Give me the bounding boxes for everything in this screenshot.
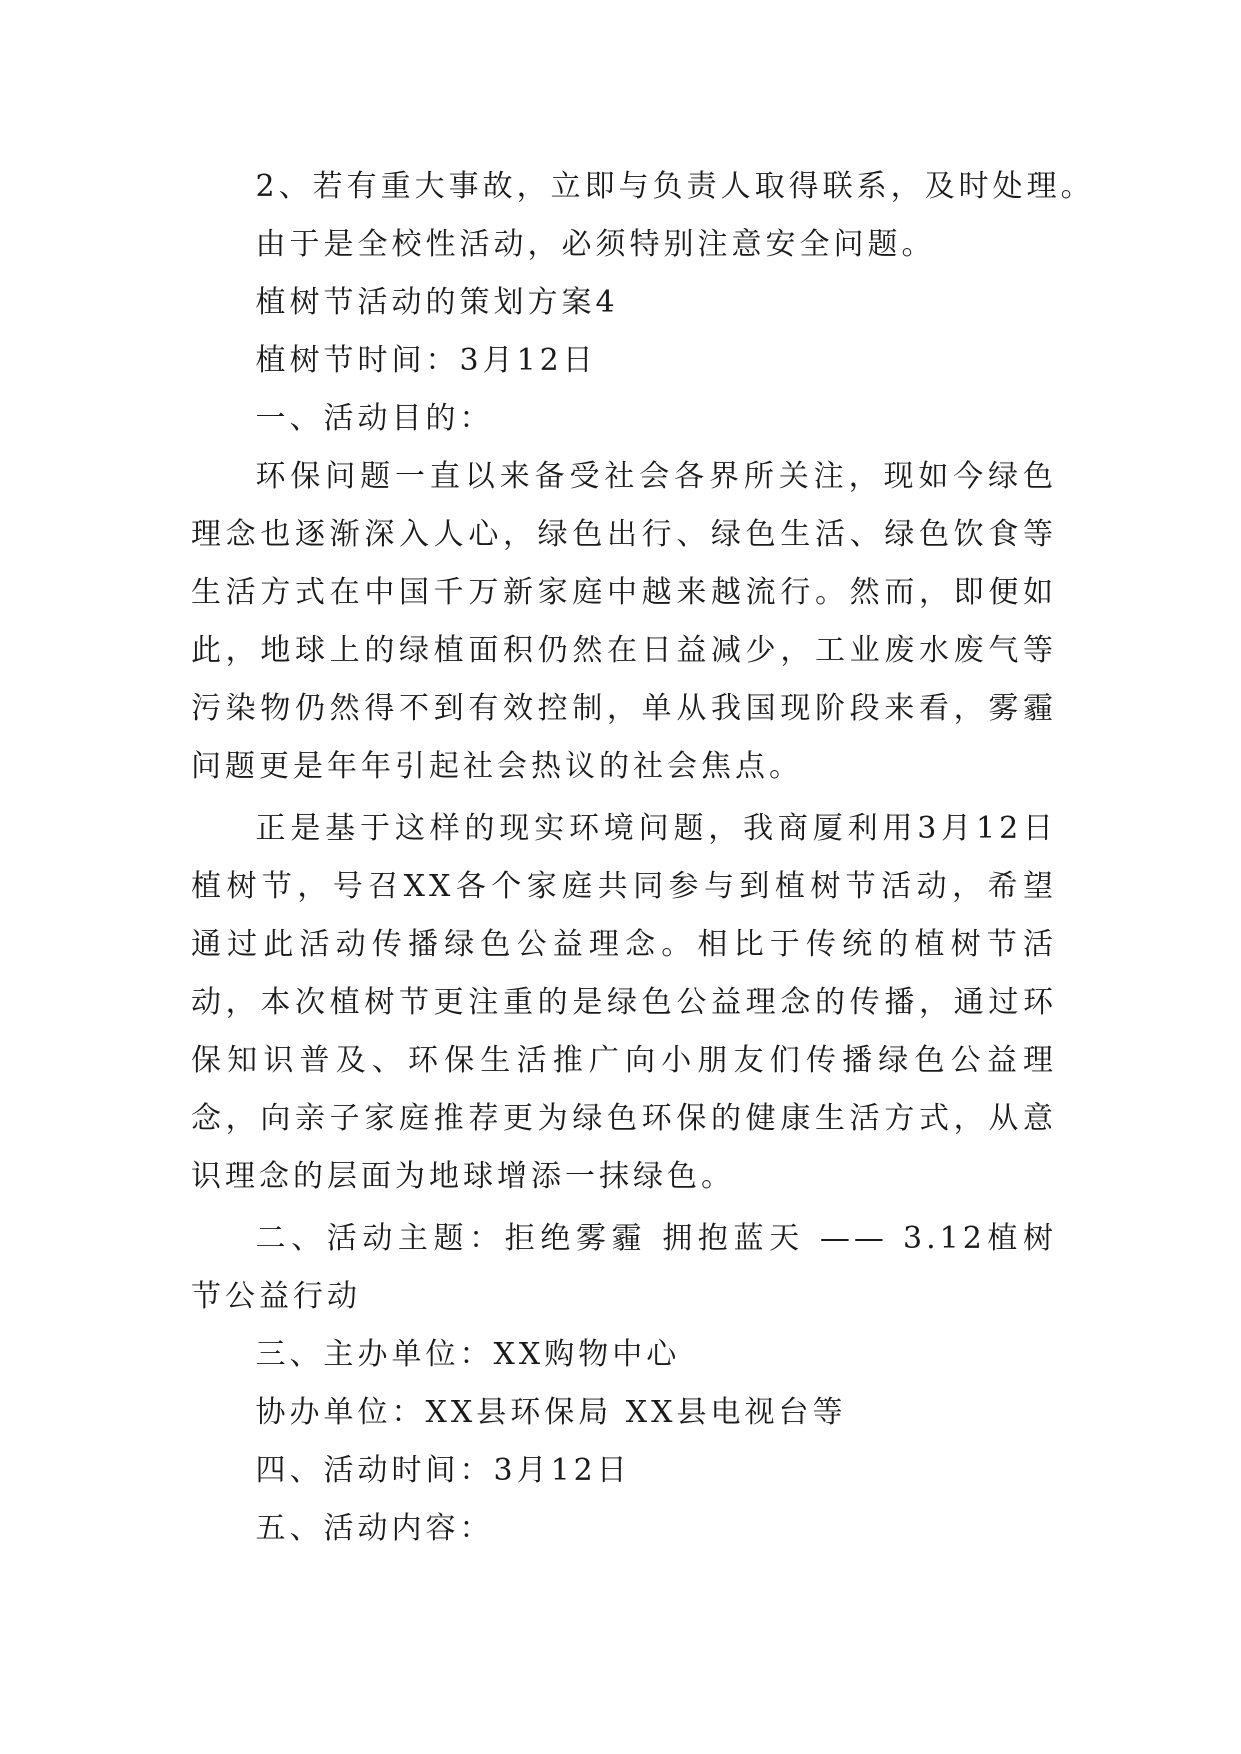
heading-activity-content: 五、活动内容： (255, 1511, 494, 1546)
heading-activity-purpose: 一、活动目的： (255, 401, 494, 436)
paragraph-accident-contact: 2、若有重大事故，立即与负责人取得联系，及时处理。 (255, 169, 1095, 204)
section-title-plan-4: 植树节活动的策划方案4 (255, 285, 619, 320)
paragraph-co-organizers: 协办单位：XX县环保局 XX县电视台等 (255, 1395, 847, 1430)
paragraph-safety-note: 由于是全校性活动，必须特别注意安全问题。 (255, 227, 936, 262)
paragraph-environment-background: 环保问题一直以来备受社会各界所关注，现如今绿色理念也逐渐深入人心，绿色出行、绿色生活、绿色饮食等生活方式在中国千万新家庭中越来越流行。然而，即便如此，地球上的绿植面积仍然在日益减少，工业废水废气等污染物仍然得不到有效控制，单从我国现阶段来看，雾霾问题更是年年引起社会热议的社会焦点。 (191, 459, 1057, 784)
heading-organizer: 三、主办单位：XX购物中心 (255, 1337, 681, 1372)
document-body (191, 158, 1095, 1558)
heading-activity-time: 四、活动时间：3月12日 (255, 1453, 631, 1488)
heading-activity-theme: 二、活动主题：拒绝雾霾 拥抱蓝天 —— 3.12植树节公益行动 (191, 1221, 1057, 1314)
paragraph-festival-date: 植树节时间：3月12日 (255, 343, 597, 378)
paragraph-activity-rationale: 正是基于这样的现实环境问题，我商厦利用3月12日植树节，号召XX各个家庭共同参与到植树节活动，希望通过此活动传播绿色公益理念。相比于传统的植树节活动，本次植树节更注重的是绿色公益理念的传播，通过环保知识普及、环保生活推广向小朋友们传播绿色公益理念，向亲子家庭推荐更为绿色环保的健康生活方式，从意识理念的层面为地球增添一抹绿色。 (191, 811, 1057, 1194)
